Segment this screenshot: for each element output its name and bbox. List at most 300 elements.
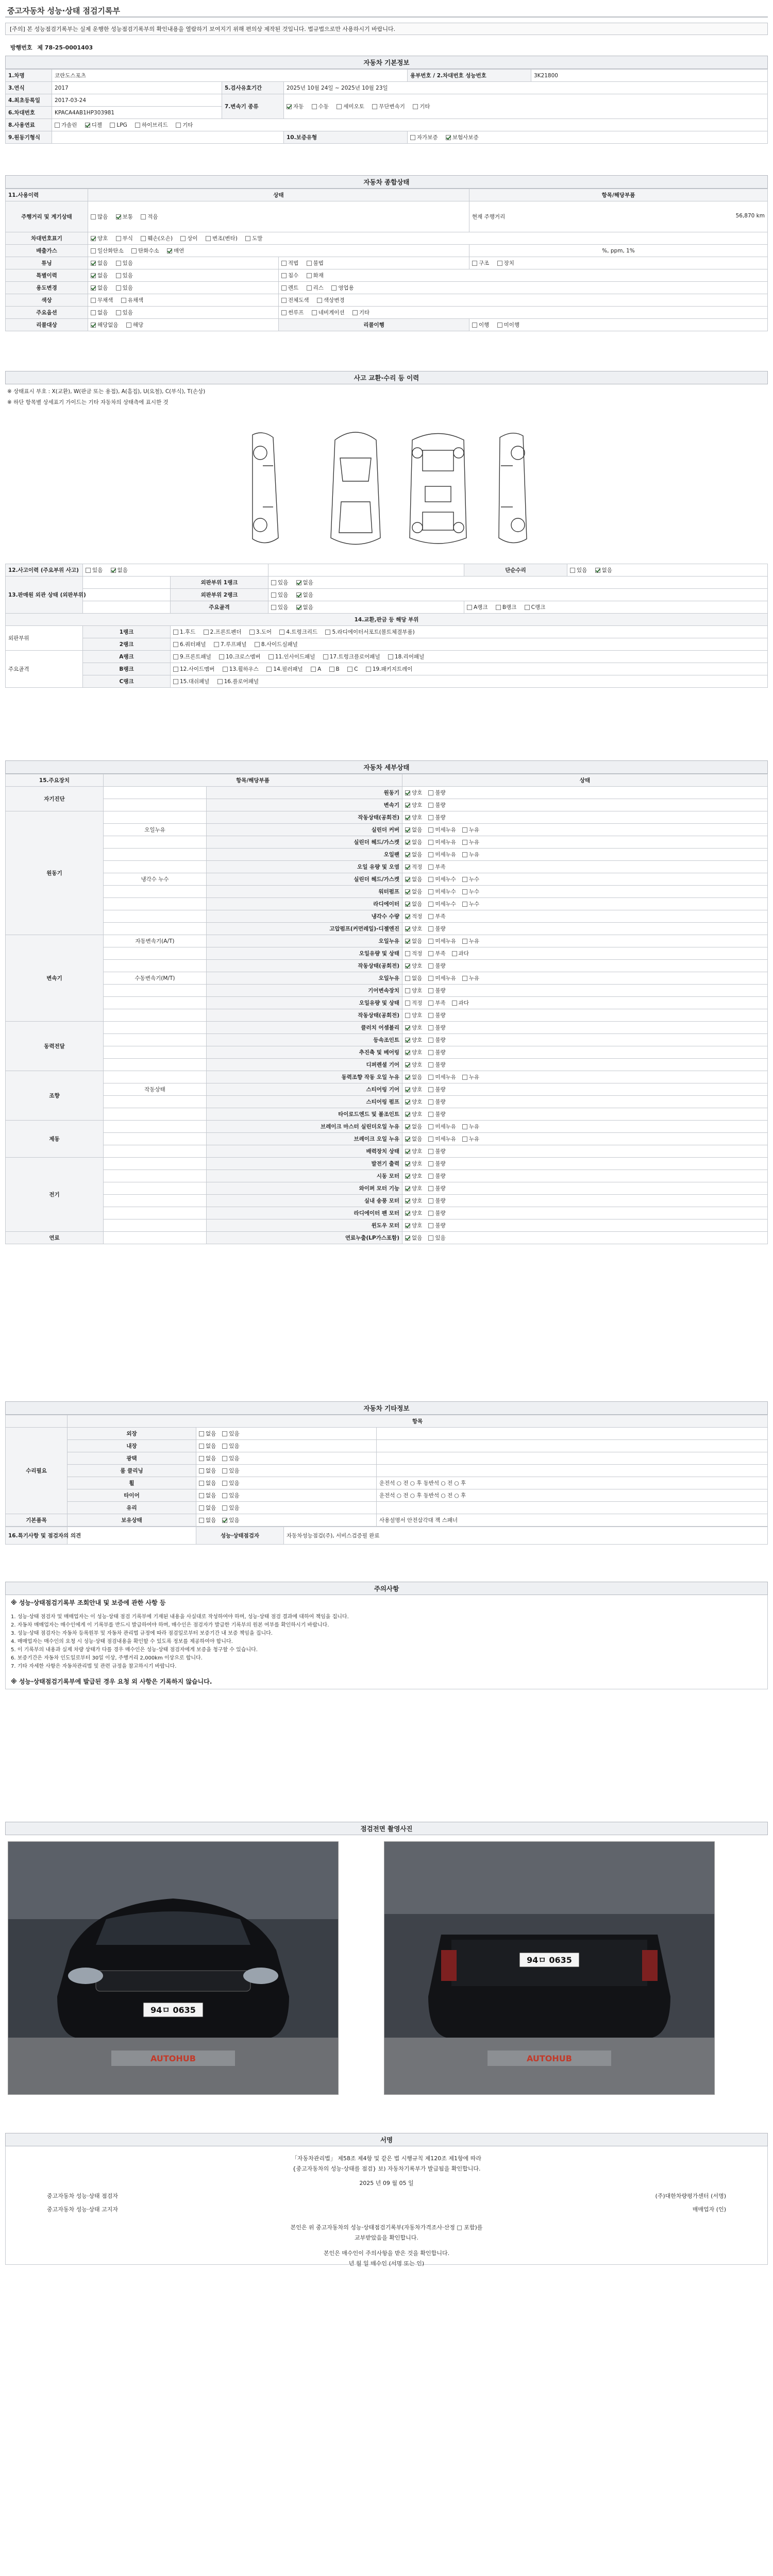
option-label: 불량 [435, 1099, 446, 1105]
checkbox-icon[interactable] [222, 1481, 227, 1486]
checkbox-icon[interactable] [405, 803, 410, 808]
checkbox-icon[interactable] [271, 580, 276, 585]
outer-parts-label: 외판부위 [6, 626, 83, 651]
detail-row [6, 1096, 768, 1108]
checkbox-icon[interactable] [428, 889, 433, 894]
state-options [402, 1182, 768, 1195]
option-label: 있음 [229, 1505, 240, 1511]
checkbox-icon[interactable] [222, 1456, 227, 1461]
note-line: 2. 자동차 매매업자는 매수인에게 이 기록부를 반드시 발급하여야 하며, 매수인은 점검자가 발급한 기록부의 원본 여부를 확인하시기 바랍니다. [11, 1622, 329, 1628]
checkbox-icon[interactable] [91, 273, 96, 278]
checkbox-icon[interactable] [91, 310, 96, 315]
buyer-sign-line[interactable]: 년 월 일 매수인 (서명 또는 인) [348, 2260, 425, 2267]
checkbox-icon[interactable] [405, 1198, 410, 1204]
checkbox-icon[interactable] [176, 123, 181, 128]
checkbox-icon[interactable] [405, 865, 410, 870]
inspect-number-value: 3K21800 [531, 70, 768, 82]
checkbox-icon[interactable] [405, 1223, 410, 1228]
checkbox-icon[interactable] [91, 298, 96, 303]
state-options [402, 1170, 768, 1182]
detail-row [6, 997, 768, 1009]
option-label: 없음 [206, 1517, 216, 1523]
checkbox-icon[interactable] [405, 1001, 410, 1006]
detail-row [6, 1195, 768, 1207]
checkbox-icon[interactable] [312, 104, 317, 109]
recall-done-options: 이행 미이행 [469, 319, 768, 331]
checkbox-icon[interactable] [116, 273, 121, 278]
checkbox-icon[interactable] [428, 1186, 433, 1191]
rear-plate-text: 94ㅁ 0635 [527, 1955, 572, 1965]
checkbox-icon[interactable] [428, 988, 433, 993]
checkbox-icon[interactable] [428, 1149, 433, 1154]
checkbox-icon[interactable] [462, 1075, 467, 1080]
checkbox-icon[interactable] [428, 926, 433, 931]
checkbox-icon[interactable] [525, 605, 530, 610]
checkbox-icon[interactable] [116, 214, 121, 219]
rank2-label: 2랭크 [83, 638, 171, 651]
checkbox-icon[interactable] [462, 840, 467, 845]
option-label: 누유 [468, 975, 480, 981]
checkbox-icon[interactable] [219, 654, 224, 659]
checkbox-icon[interactable] [173, 667, 178, 672]
checkbox-icon[interactable] [141, 214, 146, 219]
checkbox-icon[interactable] [462, 852, 467, 857]
checkbox-icon[interactable] [428, 1124, 433, 1129]
device-group-label: 동력전달 [6, 1022, 104, 1071]
checkbox-icon[interactable] [428, 1211, 433, 1216]
checkbox-icon[interactable] [452, 1001, 457, 1006]
checkbox-icon[interactable] [131, 248, 137, 253]
checkbox-icon[interactable] [595, 568, 600, 573]
notes-title: 주의사항 [5, 1582, 768, 1595]
checkbox-icon[interactable] [462, 1137, 467, 1142]
exterior-state-label: 13.판매원 외관 상태 (외판부위) [6, 577, 83, 614]
checkbox-icon[interactable] [214, 642, 219, 647]
checkbox-icon[interactable] [91, 323, 96, 328]
option-label: 없음 [412, 839, 423, 845]
accident-options: 있음 없음 [83, 564, 268, 577]
device-group-label: 원동기 [6, 811, 104, 935]
checkbox-icon[interactable] [405, 976, 410, 981]
notes-body [5, 1595, 768, 1689]
option-label: 없음 [412, 901, 423, 907]
note-line: 1. 성능·상태 점검자 및 매매업자는 이 성능·상태 점검 기록부에 기재된 내용을 사실대로 작성하여야 하며, 성능·상태 점검 결과에 대하여 책임을 집니다. [11, 1614, 349, 1620]
device-header: 15.주요장치 [6, 774, 104, 787]
checkbox-icon[interactable] [462, 1124, 467, 1129]
checkbox-icon[interactable] [428, 939, 433, 944]
checkbox-icon[interactable] [570, 568, 575, 573]
option-label: 불량 [435, 1037, 446, 1043]
etc-item-label: 휠 [68, 1477, 196, 1489]
checkbox-icon[interactable] [337, 104, 342, 109]
checkbox-icon[interactable] [405, 1099, 410, 1105]
checkbox-icon[interactable] [222, 1518, 227, 1523]
state-options [402, 1083, 768, 1096]
warranty-options: 자가보증 보험사보증 [408, 131, 768, 144]
option-label: 양호 [412, 1210, 423, 1216]
checkbox-icon[interactable] [116, 236, 121, 241]
checkbox-icon[interactable] [206, 236, 211, 241]
checkbox-icon[interactable] [428, 790, 433, 795]
checkbox-icon[interactable] [428, 1075, 433, 1080]
checkbox-icon[interactable] [428, 1112, 433, 1117]
checkbox-icon[interactable] [281, 285, 287, 291]
checkbox-icon[interactable] [91, 261, 96, 266]
checkbox-icon[interactable] [352, 310, 358, 315]
checkbox-icon[interactable] [405, 1235, 410, 1241]
checkbox-icon[interactable] [91, 214, 96, 219]
checkbox-icon[interactable] [428, 1038, 433, 1043]
checkbox-icon[interactable] [405, 1174, 410, 1179]
option-label: 불량 [435, 815, 446, 821]
checkbox-icon[interactable] [222, 1444, 227, 1449]
option-label: 불량 [435, 1210, 446, 1216]
notes-list [6, 1610, 767, 1674]
detail-row [6, 1158, 768, 1170]
detail-row [6, 910, 768, 923]
item-label: 실린더 헤드/가스켓 [207, 873, 402, 886]
checkbox-icon[interactable] [279, 630, 284, 635]
checkbox-icon[interactable] [271, 592, 276, 598]
checkbox-icon[interactable] [347, 667, 352, 672]
checkbox-icon[interactable] [199, 1468, 204, 1473]
checkbox-icon[interactable] [281, 298, 287, 303]
car-diagram [5, 409, 768, 564]
checkbox-icon[interactable] [317, 298, 322, 303]
checkbox-icon[interactable] [410, 135, 415, 140]
detail-row [6, 1219, 768, 1232]
checkbox-icon[interactable] [312, 310, 317, 315]
checkbox-icon[interactable] [268, 654, 274, 659]
checkbox-icon[interactable] [405, 840, 410, 845]
checkbox-icon[interactable] [287, 104, 292, 109]
sub-item-label [104, 787, 207, 799]
option-label: 있음 [229, 1480, 240, 1486]
sub-item-label [104, 1158, 207, 1170]
checkbox-icon[interactable] [428, 865, 433, 870]
checkbox-icon[interactable] [497, 261, 502, 266]
checkbox-icon[interactable] [245, 236, 250, 241]
rank2-parts: 6.쿼터패널 7.루프패널 8.사이드실패널 [171, 638, 768, 651]
option-label: 있음 [229, 1493, 240, 1499]
checkbox-icon[interactable] [405, 963, 410, 969]
option-label: 미세누유 [435, 839, 456, 845]
checkbox-icon[interactable] [116, 310, 121, 315]
state-options [402, 1219, 768, 1232]
checkbox-icon[interactable] [405, 1137, 410, 1142]
checkbox-icon[interactable] [462, 827, 467, 833]
checkbox-icon[interactable] [405, 1025, 410, 1030]
checkbox-icon[interactable] [462, 939, 467, 944]
sign-statement-2: {중고자동차의 성능·상태를 점검} 보) 자동차기록부가 발급됨을 확인합니다. [292, 2165, 481, 2172]
checkbox-icon[interactable] [428, 852, 433, 857]
checkbox-icon[interactable] [405, 914, 410, 919]
detail-row [6, 935, 768, 947]
state-options [402, 1022, 768, 1034]
checkbox-icon[interactable] [91, 285, 96, 291]
item-label: 와이퍼 모터 기능 [207, 1182, 402, 1195]
checkbox-icon[interactable] [55, 123, 60, 128]
checkbox-icon[interactable] [173, 630, 178, 635]
checkbox-icon[interactable] [428, 1174, 433, 1179]
checkbox-icon[interactable] [428, 803, 433, 808]
detail-row [6, 1022, 768, 1034]
checkbox-icon[interactable] [199, 1493, 204, 1498]
checkbox-icon[interactable] [428, 1235, 433, 1241]
checkbox-icon[interactable] [217, 679, 223, 684]
note-line: 3. 성능·상태 점검자는 자동차 등록원부 및 자동차 관리법 규정에 따라 점검일로부터 보증기간 내 보증 책임을 집니다. [11, 1631, 273, 1636]
detail-row [6, 1145, 768, 1158]
checkbox-icon[interactable] [110, 123, 115, 128]
checkbox-icon[interactable] [199, 1505, 204, 1511]
checkbox-icon[interactable] [173, 654, 178, 659]
detail-row [6, 985, 768, 997]
checkbox-icon[interactable] [428, 1025, 433, 1030]
checkbox-icon[interactable] [467, 605, 472, 610]
etc-row [6, 1440, 768, 1452]
option-label: 없음 [206, 1468, 216, 1474]
checkbox-icon[interactable] [405, 1087, 410, 1092]
checkbox-icon[interactable] [496, 605, 501, 610]
checkbox-icon[interactable] [428, 976, 433, 981]
sub-item-label [104, 1059, 207, 1071]
state-options [402, 1207, 768, 1219]
checkbox-icon[interactable] [405, 1211, 410, 1216]
checkbox-icon[interactable] [199, 1456, 204, 1461]
first-reg-value: 2017-03-24 [52, 94, 222, 107]
checkbox-icon[interactable] [91, 236, 96, 241]
device-group-label: 전기 [6, 1158, 104, 1232]
checkbox-icon[interactable] [91, 248, 96, 253]
sub-item-label [104, 1034, 207, 1046]
state-options [402, 799, 768, 811]
checkbox-icon[interactable] [199, 1444, 204, 1449]
notifier-sign[interactable]: 매매업자 (인) [692, 2206, 726, 2213]
basic-info-title: 자동차 기본정보 [5, 56, 768, 69]
checkbox-icon[interactable] [405, 1038, 410, 1043]
detail-row [6, 1133, 768, 1145]
checkbox-icon[interactable] [222, 1493, 227, 1498]
checkbox-icon[interactable] [173, 642, 178, 647]
checkbox-icon[interactable] [121, 298, 126, 303]
checkbox-icon[interactable] [116, 261, 121, 266]
checkbox-icon[interactable] [141, 236, 146, 241]
etc-item-label: 타이어 [68, 1489, 196, 1502]
basic-info-table [5, 69, 768, 144]
option-label: 양호 [412, 1185, 423, 1192]
checkbox-icon[interactable] [405, 951, 410, 956]
checkbox-icon[interactable] [281, 273, 287, 278]
checkbox-icon[interactable] [405, 1186, 410, 1191]
checkbox-icon[interactable] [222, 1431, 227, 1436]
checkbox-icon[interactable] [452, 951, 457, 956]
device-group-label: 변속기 [6, 935, 104, 1022]
checkbox-icon[interactable] [372, 104, 377, 109]
checkbox-icon[interactable] [405, 939, 410, 944]
checkbox-icon[interactable] [296, 580, 301, 585]
checkbox-icon[interactable] [428, 1161, 433, 1166]
checkbox-icon[interactable] [428, 877, 433, 882]
checkbox-icon[interactable] [462, 976, 467, 981]
checkbox-icon[interactable] [307, 273, 312, 278]
detail-row [6, 1034, 768, 1046]
usage-change-options: 없음 있음 [88, 282, 279, 294]
checkbox-icon[interactable] [249, 630, 255, 635]
checkbox-icon[interactable] [311, 667, 316, 672]
checkbox-icon[interactable] [296, 605, 301, 610]
option-label: 불량 [435, 988, 446, 994]
checkbox-icon[interactable] [428, 1137, 433, 1142]
checkbox-icon[interactable] [497, 323, 502, 328]
option-label: 있음 [435, 1235, 446, 1241]
checkbox-icon[interactable] [428, 815, 433, 820]
checkbox-icon[interactable] [111, 568, 116, 573]
checkbox-icon[interactable] [405, 827, 410, 833]
checkbox-icon[interactable] [405, 1112, 410, 1117]
checkbox-icon[interactable] [199, 1431, 204, 1436]
checkbox-icon[interactable] [428, 1198, 433, 1204]
basic-info-section [5, 56, 768, 144]
checkbox-icon[interactable] [323, 654, 328, 659]
option-label: 없음 [206, 1505, 216, 1511]
outer-rank1-label: 외판부위 1랭크 [171, 577, 268, 589]
sub-item-label [104, 1121, 207, 1133]
item-label: 실린더 헤드/가스켓 [207, 836, 402, 849]
checkbox-icon[interactable] [307, 261, 312, 266]
checkbox-icon[interactable] [462, 877, 467, 882]
inspector-sign[interactable]: (주)대한차량평가센터 (서명) [655, 2193, 726, 2199]
checkbox-icon[interactable] [405, 1075, 410, 1080]
checkbox-icon[interactable] [281, 310, 287, 315]
checkbox-icon[interactable] [199, 1481, 204, 1486]
checkbox-icon[interactable] [405, 902, 410, 907]
fuel-options: 가솔린 디젤 LPG 하이브리드 기타 [52, 119, 768, 131]
checkbox-icon[interactable] [222, 1505, 227, 1511]
checkbox-icon[interactable] [428, 840, 433, 845]
checkbox-icon[interactable] [428, 951, 433, 956]
checkbox-icon[interactable] [199, 1518, 204, 1523]
option-label: 있음 [229, 1431, 240, 1437]
option-label: 불량 [435, 1148, 446, 1155]
checkbox-icon[interactable] [405, 877, 410, 882]
checkbox-icon[interactable] [329, 667, 334, 672]
checkbox-icon[interactable] [255, 642, 260, 647]
checkbox-icon[interactable] [405, 988, 410, 993]
option-label: 없음 [206, 1431, 216, 1437]
sub-item-label [104, 1022, 207, 1034]
checkbox-icon[interactable] [405, 1161, 410, 1166]
item-label: 오일 유량 및 오염 [207, 861, 402, 873]
front-plate-text: 94ㅁ 0635 [150, 2005, 196, 2015]
checkbox-icon[interactable] [428, 1062, 433, 1067]
checkbox-icon[interactable] [446, 135, 451, 140]
state-options [402, 836, 768, 849]
etc-item-label: 광택 [68, 1452, 196, 1465]
state-options [402, 923, 768, 935]
checkbox-icon[interactable] [428, 902, 433, 907]
checkbox-icon[interactable] [405, 1062, 410, 1067]
checkbox-icon[interactable] [126, 323, 131, 328]
sub-item-label [104, 861, 207, 873]
checkbox-icon[interactable] [413, 104, 418, 109]
checkbox-icon[interactable] [366, 667, 371, 672]
checkbox-icon[interactable] [222, 1468, 227, 1473]
etc-row [6, 1452, 768, 1465]
usage-change-label: 용도변경 [6, 282, 88, 294]
etc-extra [377, 1428, 768, 1440]
checkbox-icon[interactable] [462, 889, 467, 894]
option-label: 없음 [206, 1493, 216, 1499]
checkbox-icon[interactable] [405, 852, 410, 857]
checkbox-icon[interactable] [388, 654, 393, 659]
item-label: 기어변속장치 [207, 985, 402, 997]
checkbox-icon[interactable] [405, 1013, 410, 1018]
checkbox-icon[interactable] [204, 630, 209, 635]
etc-info-section [5, 1401, 768, 1545]
option-label: 없음 [412, 975, 423, 981]
checkbox-icon[interactable] [462, 902, 467, 907]
checkbox-icon[interactable] [135, 123, 140, 128]
etc-group-label: 수리필요 [6, 1428, 68, 1514]
checkbox-icon[interactable] [116, 285, 121, 291]
accident-history-title: 사고 교환·수리 등 이력 [5, 371, 768, 384]
checkbox-icon[interactable] [472, 323, 477, 328]
checkbox-icon[interactable] [405, 815, 410, 820]
checkbox-icon[interactable] [281, 261, 287, 266]
checkbox-icon[interactable] [85, 123, 90, 128]
checkbox-icon[interactable] [86, 568, 91, 573]
sub-item-label [104, 1207, 207, 1219]
checkbox-icon[interactable] [428, 1001, 433, 1006]
item-label: 연료누출(LP가스포함) [207, 1232, 402, 1244]
checkbox-icon[interactable] [428, 914, 433, 919]
state-options [402, 1009, 768, 1022]
checkbox-icon[interactable] [405, 1050, 410, 1055]
checkbox-icon[interactable] [428, 827, 433, 833]
checkbox-icon[interactable] [428, 1223, 433, 1228]
checkbox-icon[interactable] [428, 1087, 433, 1092]
checkbox-icon[interactable] [405, 1149, 410, 1154]
checkbox-icon[interactable] [428, 1050, 433, 1055]
checkbox-icon[interactable] [271, 605, 276, 610]
sub-item-label: 오일누유 [104, 824, 207, 836]
checkbox-icon[interactable] [325, 630, 330, 635]
checkbox-icon[interactable] [405, 1124, 410, 1129]
checkbox-icon[interactable] [405, 790, 410, 795]
checkbox-icon[interactable] [173, 679, 178, 684]
option-label: 불량 [435, 963, 446, 969]
state-options [402, 1158, 768, 1170]
checkbox-icon[interactable] [296, 592, 301, 598]
checkbox-icon[interactable] [307, 285, 312, 291]
checkbox-icon[interactable] [428, 963, 433, 969]
item-label: 실린더 커버 [207, 824, 402, 836]
checkbox-icon[interactable] [180, 236, 186, 241]
checkbox-icon[interactable] [223, 667, 228, 672]
front-car-image [8, 1842, 338, 2094]
simple-repair-options: 있음 없음 [567, 564, 768, 577]
checkbox-icon[interactable] [428, 1099, 433, 1105]
checkbox-icon[interactable] [167, 248, 172, 253]
checkbox-icon[interactable] [331, 285, 337, 291]
state-options [402, 997, 768, 1009]
checkbox-icon[interactable] [266, 667, 272, 672]
checkbox-icon[interactable] [428, 1013, 433, 1018]
option-label: 양호 [412, 1099, 423, 1105]
checkbox-icon[interactable] [405, 889, 410, 894]
checkbox-icon[interactable] [405, 926, 410, 931]
checkbox-icon[interactable] [472, 261, 477, 266]
